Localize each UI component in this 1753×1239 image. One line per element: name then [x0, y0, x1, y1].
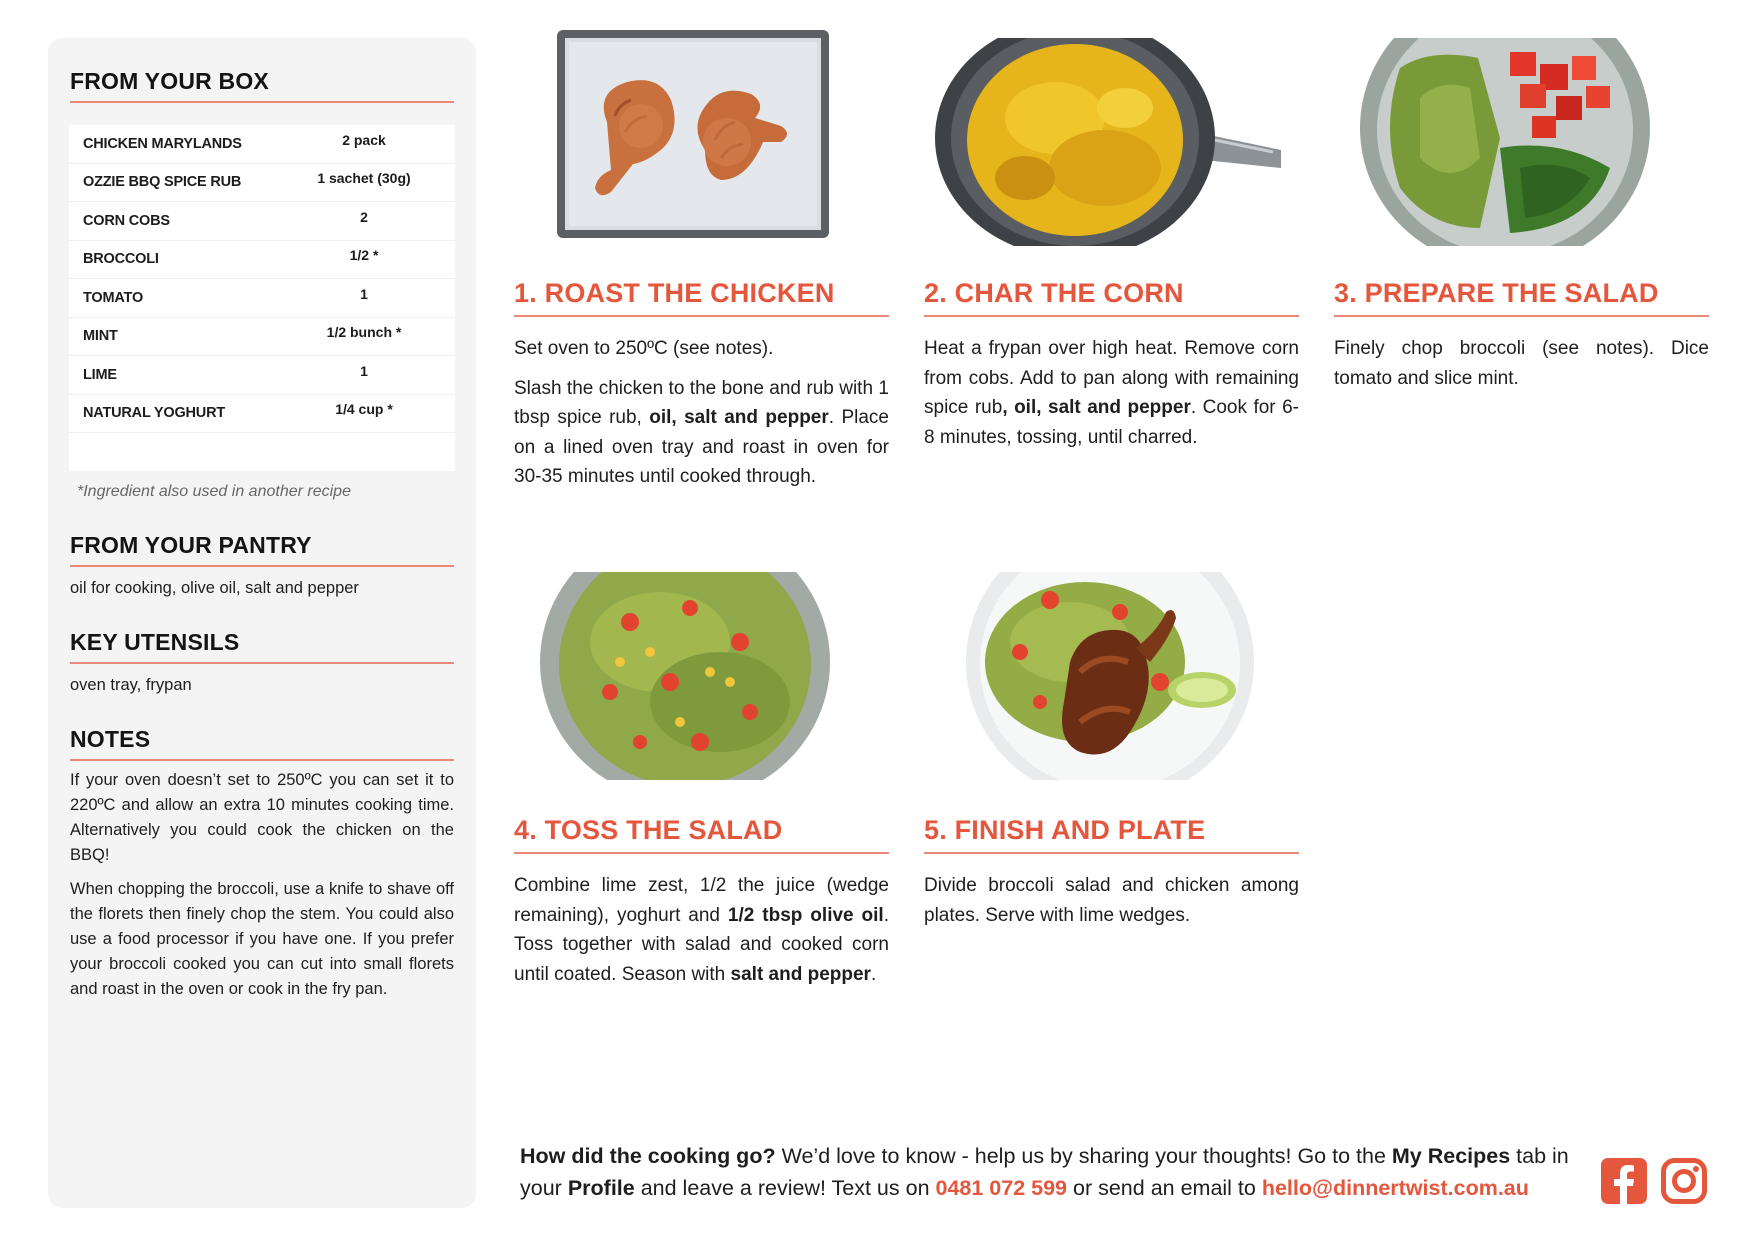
- footer-text: and leave a review! Text us on: [634, 1176, 936, 1200]
- ingredient-name: LIME: [83, 366, 117, 383]
- phone-link[interactable]: 0481 072 599: [935, 1176, 1068, 1200]
- profile-label: Profile: [567, 1176, 635, 1200]
- roast-chicken-photo: [555, 30, 831, 238]
- ingredient-name: NATURAL YOGHURT: [83, 405, 226, 422]
- step-1-paragraph: Set oven to 250ºC (see notes).: [514, 338, 774, 359]
- step-2-paragraph: [924, 334, 1299, 452]
- step-2-text: [924, 334, 1299, 462]
- step-3-text: [1334, 334, 1709, 403]
- ingredient-qty: 1: [360, 362, 368, 379]
- ingredient-name: TOMATO: [83, 289, 144, 306]
- ingredient-qty: 2 pack: [342, 131, 386, 148]
- notes-title: NOTES: [70, 726, 454, 761]
- from-your-box-title: FROM YOUR BOX: [70, 68, 454, 103]
- ingredient-row: [69, 164, 455, 203]
- ingredient-name: CORN COBS: [83, 212, 170, 229]
- email-link[interactable]: hello@dinnertwist.com.au: [1261, 1176, 1529, 1200]
- my-recipes-label: My Recipes: [1391, 1144, 1511, 1168]
- step-text-bold: , oil, salt and pepper: [1002, 397, 1191, 418]
- step-text-span: Combine lime zest, 1/2 the juice (wedge remaining), yoghurt and: [514, 875, 889, 926]
- step-1-paragraph: [514, 374, 889, 492]
- ingredient-qty: 1 sachet (30g): [317, 170, 411, 187]
- step-1-text: [514, 334, 889, 502]
- toss-salad-photo: [540, 572, 830, 780]
- step-text-span: . Place on a lined oven tray and roast in oven for 30-35 minutes until cooked through.: [514, 407, 889, 487]
- ingredient-qty: 2: [360, 208, 368, 225]
- ingredient-qty: 1: [360, 285, 368, 302]
- step-4-text: [514, 871, 889, 999]
- step-text-bold: 1/2 tbsp olive oil: [727, 904, 884, 926]
- ingredient-qty: 1/2 *: [349, 247, 379, 264]
- ingredient-row: [69, 202, 455, 241]
- step-1-title: 1. ROAST THE CHICKEN: [514, 278, 889, 317]
- step-text-span: Slash the chicken to the bone and rub with 1 tbsp spice rub,: [514, 377, 889, 428]
- step-text-span: . Cook for 6-8 minutes, tossing, until charred.: [924, 397, 1299, 448]
- step-2-title: 2. CHAR THE CORN: [924, 278, 1299, 317]
- finish-plate-photo: [960, 572, 1260, 780]
- ingredient-row: [69, 125, 455, 164]
- ingredient-row: [69, 356, 455, 395]
- ingredient-qty: 1/4 cup *: [335, 401, 393, 418]
- step-3-paragraph: Finely chop broccoli (see notes). Dice tomato and slice mint.: [1334, 338, 1709, 389]
- step-4-paragraph: [514, 871, 889, 989]
- ingredient-qty: 1/2 bunch *: [326, 324, 402, 341]
- key-utensils-title: KEY UTENSILS: [70, 629, 454, 664]
- step-5-text: [924, 871, 1299, 940]
- ingredient-row: [69, 241, 455, 280]
- ingredient-footnote: *Ingredient also used in another recipe: [77, 483, 351, 500]
- step-4-title: 4. TOSS THE SALAD: [514, 815, 889, 854]
- ingredient-row: [69, 395, 455, 434]
- footer-text: or send an email to: [1067, 1176, 1262, 1200]
- char-corn-photo: [935, 38, 1285, 246]
- ingredients-table: [69, 125, 455, 471]
- ingredient-name: CHICKEN MARYLANDS: [83, 135, 242, 152]
- step-text-span: Heat a frypan over high heat. Remove corn from cobs. Add to pan along with remaining spice rub: [924, 338, 1299, 418]
- prepare-salad-photo: [1360, 38, 1650, 246]
- utensils-text: oven tray, frypan: [70, 676, 192, 694]
- facebook-icon[interactable]: [1601, 1158, 1647, 1204]
- step-5-title: 5. FINISH AND PLATE: [924, 815, 1299, 854]
- footer-text: We’d love to know - help us by sharing your thoughts! Go to the: [775, 1144, 1392, 1168]
- step-text-span: .: [870, 963, 877, 985]
- ingredient-name: BROCCOLI: [83, 251, 159, 268]
- ingredient-row: [69, 318, 455, 357]
- ingredient-row: [69, 279, 455, 318]
- notes-paragraph: If your oven doesn’t set to 250ºC you can set it to 220ºC and allow an extra 10 minutes cooking time. Alternatively you could cook the chicken on the BBQ!: [70, 771, 454, 864]
- ingredient-row-empty: [69, 433, 455, 471]
- instagram-icon[interactable]: [1661, 1158, 1707, 1204]
- ingredient-name: OZZIE BBQ SPICE RUB: [83, 174, 242, 191]
- step-3-title: 3. PREPARE THE SALAD: [1334, 278, 1709, 317]
- from-your-pantry-title: FROM YOUR PANTRY: [70, 532, 454, 567]
- step-text-span: . Toss together with salad and cooked corn until coated. Season with: [514, 904, 889, 985]
- step-5-paragraph: Divide broccoli salad and chicken among plates. Serve with lime wedges.: [924, 875, 1299, 926]
- step-text-bold: salt and pepper: [730, 963, 871, 985]
- notes-body: [70, 768, 454, 1011]
- footer-text: tab in your: [520, 1144, 1569, 1200]
- footer-question: How did the cooking go?: [520, 1144, 776, 1168]
- step-text-bold: oil, salt and pepper: [649, 407, 829, 428]
- notes-paragraph: When chopping the broccoli, use a knife to shave off the florets then finely chop the stem. You could also use a food processor if you have one. If you prefer your broccoli cooked you can cut into small florets and roast in the oven or cook in the fry pan.: [70, 880, 454, 998]
- ingredient-name: MINT: [83, 328, 118, 345]
- pantry-text: oil for cooking, olive oil, salt and pepper: [70, 579, 359, 597]
- feedback-footer: [520, 1140, 1590, 1204]
